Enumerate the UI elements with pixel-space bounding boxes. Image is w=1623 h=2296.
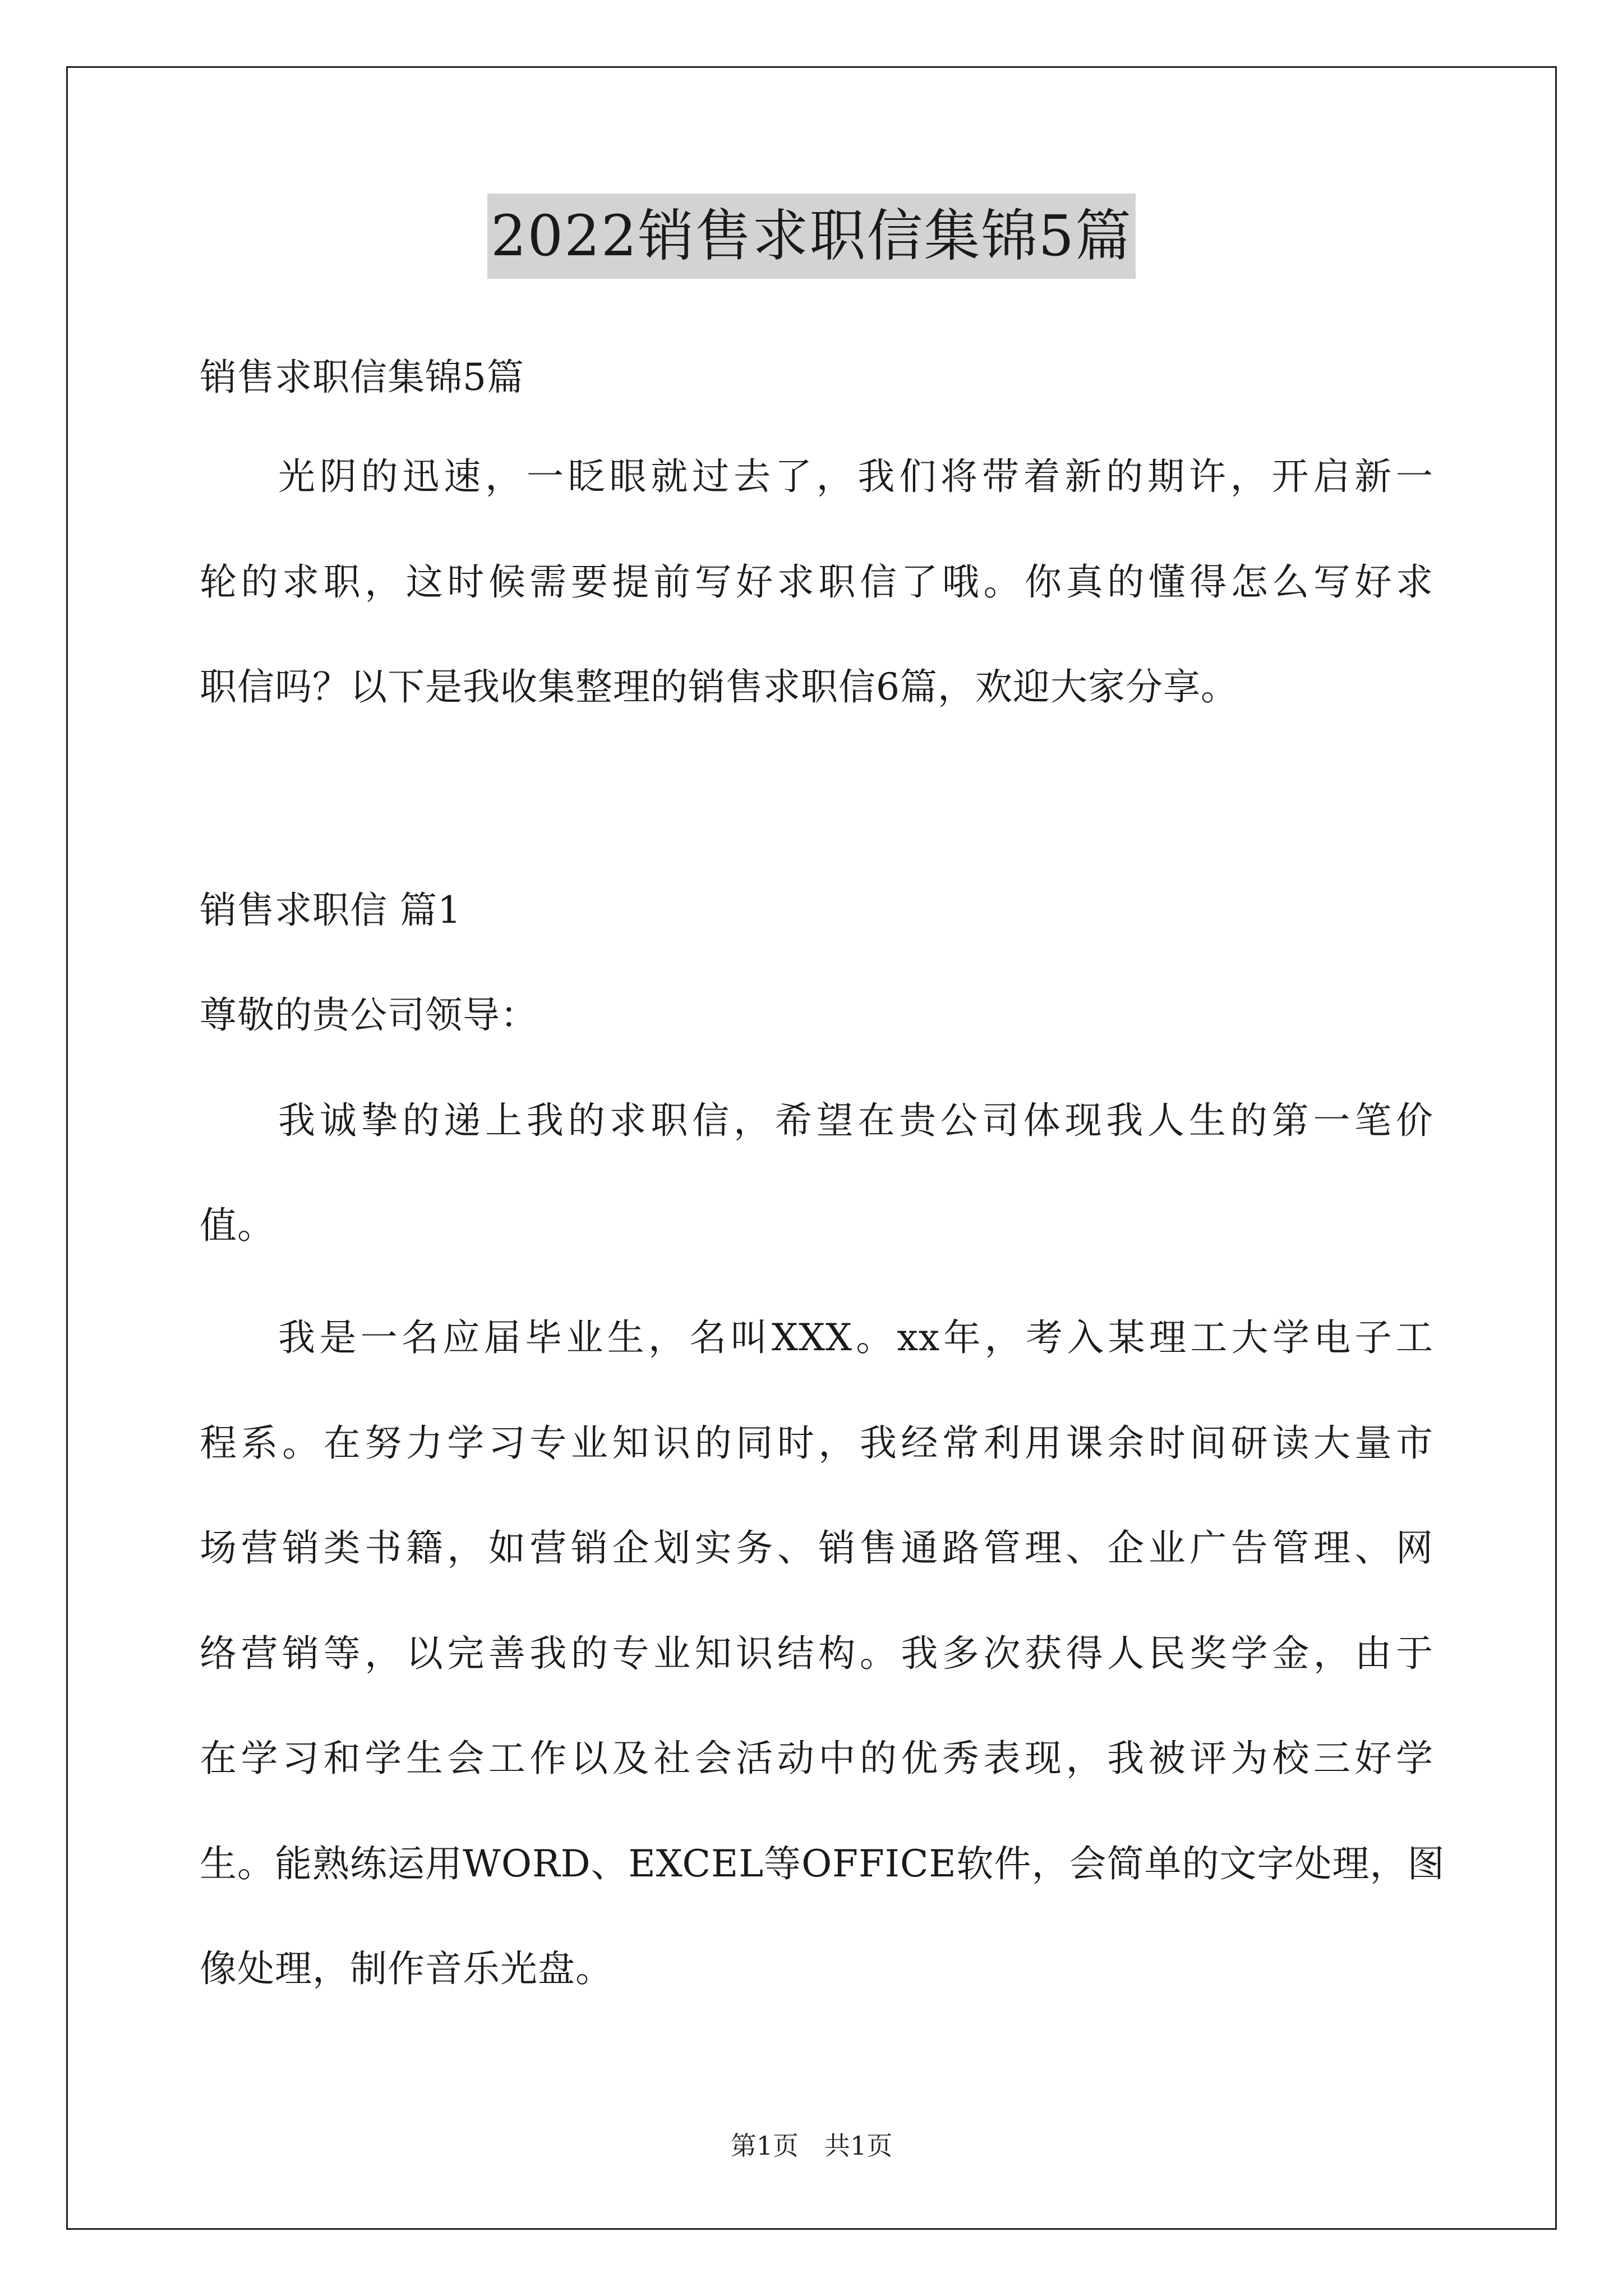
intro-line: 职信吗？以下是我收集整理的销售求职信6篇，欢迎大家分享。	[200, 665, 1238, 708]
subtitle: 销售求职信集锦5篇	[200, 356, 524, 399]
paragraph-line: 值。	[200, 1204, 275, 1247]
intro-line: 光阴的迅速，一眨眼就过去了，我们将带着新的期许，开启新一	[278, 455, 1433, 498]
title-container	[0, 194, 1623, 279]
page-number-current: 第1页	[730, 2131, 799, 2161]
salutation: 尊敬的贵公司领导：	[200, 993, 538, 1037]
document-title: 2022销售求职信集锦5篇	[487, 194, 1136, 279]
paragraph-line: 程系。在努力学习专业知识的同时，我经常利用课余时间研读大量市	[200, 1421, 1433, 1465]
paragraph-line: 像处理，制作音乐光盘。	[200, 1947, 613, 1990]
paragraph-line: 我诚挚的递上我的求职信，希望在贵公司体现我人生的第一笔价	[278, 1099, 1433, 1142]
paragraph-line: 络营销等，以完善我的专业知识结构。我多次获得人民奖学金，由于	[200, 1632, 1433, 1675]
paragraph-line: 场营销类书籍，如营销企划实务、销售通路管理、企业广告管理、网	[200, 1526, 1433, 1570]
paragraph-line: 在学习和学生会工作以及社会活动中的优秀表现，我被评为校三好学	[200, 1737, 1433, 1780]
page-footer	[0, 2129, 1623, 2162]
intro-line: 轮的求职，这时候需要提前写好求职信了哦。你真的懂得怎么写好求	[200, 560, 1433, 604]
paragraph-line: 我是一名应届毕业生，名叫XXX。xx年，考入某理工大学电子工	[278, 1316, 1433, 1359]
section-heading: 销售求职信 篇1	[200, 889, 462, 932]
paragraph-line: 生。能熟练运用WORD、EXCEL等OFFICE软件，会简单的文字处理，图	[200, 1842, 1445, 1885]
page-number-total: 共1页	[824, 2131, 893, 2161]
